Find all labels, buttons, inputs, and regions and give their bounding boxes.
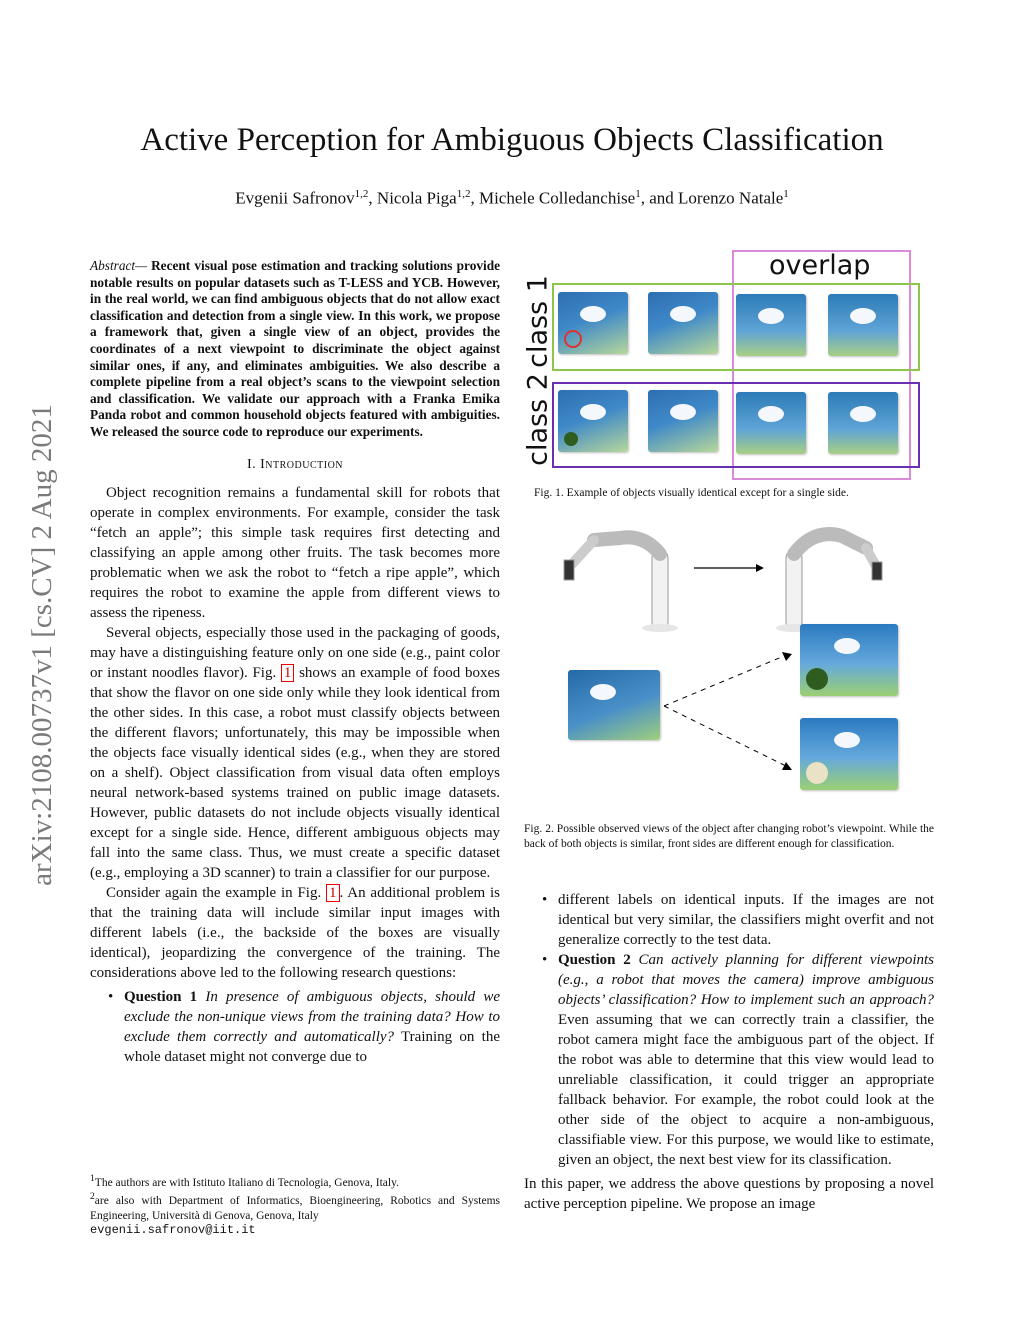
research-questions-list (90, 987, 500, 1067)
left-column (90, 258, 500, 1067)
food-box-image (736, 392, 806, 454)
author-name: Lorenzo Natale (678, 188, 784, 208)
author-affiliation: 1 (635, 188, 641, 200)
author-affiliation: 1,2 (456, 188, 471, 200)
food-box-front-image (800, 718, 898, 790)
food-box-back-image (568, 670, 660, 740)
food-box-image (558, 292, 628, 354)
abstract-text: Recent visual pose estimation and tracking solutions provide notable results on popular datasets such as T-LESS and YCB. However, in the real world, we can find ambiguous objects that do not allow exact classification and detection from a single view. In this work, we propose a framework that, given a single view of an object, provides the coordinates of a next viewpoint to discriminate the object against similar ones, if any, and eliminates ambiguities. We also describe a complete pipeline from a real object’s scans to the viewpoint selection and classification. We validate our approach with a Franka Emika Panda robot and common household objects featured with ambiguities. We released the source code to reproduce our experiments. (90, 258, 500, 439)
paper-title: Active Perception for Ambiguous Objects Classification (140, 122, 884, 158)
food-box-front-image (800, 624, 898, 696)
footnote-1: $^1$The authors are with Istituto Italiano di Tecnologia, Genova, Italy. (90, 1173, 399, 1189)
food-box-image (558, 390, 628, 452)
overlap-label: overlap (769, 250, 871, 281)
research-questions-list-continued (524, 890, 934, 1170)
figure-2 (524, 520, 934, 820)
author-affiliation: 1,2 (354, 188, 369, 200)
list-item: • Question 2 Can actively planning for different viewpoints (e.g., a robot that moves the camera) improve ambiguous objects’ classification? How to implement such an approach? Even assuming that we can correctly train a classifier, the robot camera might face the ambiguous part of the object. If the robot was able to determine that this view would lead to unreliable classification, it could trigger an appropriate fallback behavior. For example, the robot could look at the other side of the object to acquire a non-ambiguous, classifiable view. For this purpose, we would like to estimate, given an object, the next best view for its classification. (558, 950, 934, 1170)
paragraph: Object recognition remains a fundamental skill for robots that operate in complex environments. For example, consider the task “fetch an apple”; this simple task requires first detecting and classifying an apple among other fruits. The task becomes more problematic when we ask the robot to “fetch a ripe apple”, which requires the robot to examine the apple from different views to assess the ripeness. (90, 484, 500, 621)
list-item: • Question 1 In presence of ambiguous objects, should we exclude the non-unique views from the training data? How to exclude them correctly and automatically? Training on the whole dataset might not converge due to (124, 987, 500, 1067)
author-name: Michele Colledanchise (478, 188, 636, 208)
abstract-label: Abstract (90, 258, 136, 273)
food-box-image (648, 390, 718, 452)
paragraph: Consider again the example in Fig. 1 . An additional problem is that the training data will include similar input images with different labels (i.e., the backside of the boxes are visually identical), jeopardizing the convergence of the training. The considerations above led to the following research questions: (90, 884, 500, 981)
robot-arm-icon (776, 534, 882, 632)
right-column (524, 890, 934, 1214)
food-box-image (828, 294, 898, 356)
author-email[interactable]: evgenii.safronov@iit.it (90, 1223, 256, 1238)
figure-reference-link[interactable]: 1 (326, 884, 340, 902)
food-box-image (736, 294, 806, 356)
section-heading-introduction: I. Introduction (246, 456, 344, 472)
figure-1 (520, 246, 930, 482)
figure-1-caption: Fig. 1. Example of objects visually identical except for a single side. (534, 487, 849, 499)
footnotes (90, 1172, 500, 1238)
food-box-image (828, 392, 898, 454)
robot-arm-icon (564, 537, 678, 632)
paragraph: Several objects, especially those used in the packaging of goods, may have a distinguishing feature only on one side (e.g., paint color or instant noodles flavor). Fig. 1 shows an example of food boxes that show the flavor on one side only while they look identical from the other sides. In this case, a robot must classify objects between the different flavors; unfortunately, this may be impossible when the objects face visually identical sides (e.g., when they are stored on a shelf). Object classification from visual data often employs neural network-based systems trained on public image datasets. However, public datasets do not include objects visually identical except for a single side. Hence, different ambiguous objects may fall into the same class. Thus, we must create a specific dataset (e.g., employing a 3D scanner) to train a classifier for our purpose. (90, 624, 500, 881)
class-2-label: class 2 (522, 373, 554, 466)
food-box-image (648, 292, 718, 354)
author-list: Evgenii Safronov$^{1,2}$, Nicola Piga$^{1,2}$, Michele Colledanchise$^1$, and Lorenzo Natale$^1$ (235, 188, 789, 208)
figure-2-caption: Fig. 2. Possible observed views of the object after changing robot’s viewpoint. While the back of both objects is similar, front sides are different enough for classification. (524, 823, 934, 850)
author-name: Nicola Piga (376, 188, 457, 208)
author-name: Evgenii Safronov (235, 188, 355, 208)
arxiv-identifier: arXiv:2108.00737v1 [cs.CV] 2 Aug 2021 (26, 404, 58, 886)
figure-reference-link[interactable]: 1 (281, 664, 295, 682)
author-affiliation: 1 (783, 188, 789, 200)
list-item-continued: • different labels on identical inputs. If the images are not identical but very similar, the classifiers might overfit and not generalize correctly to the test data. (558, 890, 934, 950)
abstract: Abstract— Recent visual pose estimation and tracking solutions provide notable results on popular datasets such as T-LESS and YCB. However, in the real world, we can find ambiguous objects that do not allow exact classification and detection from a single view. In this work, we propose a framework that, given a single view of an object, provides the coordinates of a next viewpoint to discriminate the object against similar ones, if any, and eliminates ambiguities. We also describe a complete pipeline from a real object’s scans to the viewpoint selection and classification. We validate our approach with a Franka Emika Panda robot and common household objects featured with ambiguities. We released the source code to reproduce our experiments. (90, 258, 500, 439)
footnote-2: $^2$are also with Department of Informatics, Bioengineering, Robotics and Systems Engineering, Università di Genova, Genova, Italy evgenii.safronov@iit.it (90, 1191, 500, 1238)
paragraph: In this paper, we address the above questions by proposing a novel active perception pipeline. We propose an image (524, 1176, 934, 1212)
class-1-label: class 1 (522, 275, 554, 368)
